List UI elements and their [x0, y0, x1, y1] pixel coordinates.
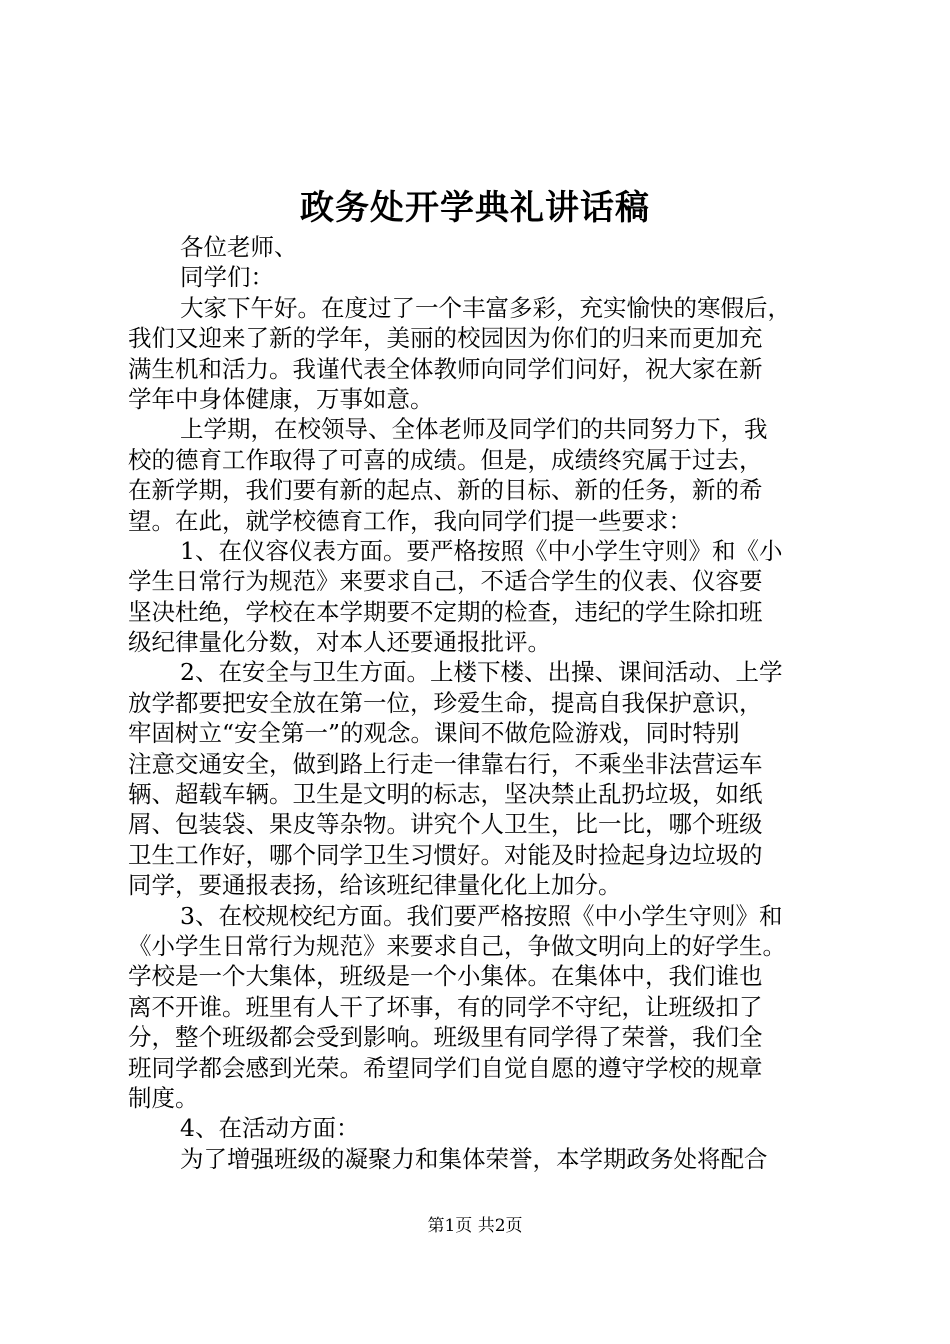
page-footer: 第1页 共2页	[427, 1216, 523, 1236]
text-line: 放学都要把安全放在第一位，珍爱生命，提高自我保护意识，	[128, 688, 763, 717]
text-line: 同学，要通报表扬，给该班纪律量化化上加分。	[128, 871, 622, 900]
text-line: 坚决杜绝，学校在本学期要不定期的检查，违纪的学生除扣班	[128, 597, 763, 626]
text-line: 同学们：	[180, 263, 274, 292]
text-line: 1、在仪容仪表方面。要严格按照《中小学生守则》和《小	[180, 536, 783, 565]
text-line: 在新学期，我们要有新的起点、新的目标、新的任务，新的希	[128, 476, 763, 505]
text-line: 学生日常行为规范》来要求自己，不适合学生的仪表、仪容要	[128, 567, 763, 596]
text-line: 分，整个班级都会受到影响。班级里有同学得了荣誉，我们全	[128, 1023, 763, 1052]
text-line: 为了增强班级的凝聚力和集体荣誉，本学期政务处将配合	[180, 1144, 768, 1173]
text-line: 各位老师、	[180, 233, 298, 261]
document-body	[128, 232, 838, 1174]
text-line: 屑、包装袋、果皮等杂物。讲究个人卫生，比一比，哪个班级	[128, 810, 763, 839]
text-line: 3、在校规校纪方面。我们要严格按照《中小学生守则》和	[180, 901, 783, 930]
text-line: 大家下午好。在度过了一个丰富多彩，充实愉快的寒假后，	[180, 293, 791, 322]
text-line: 级纪律量化分数，对本人还要通报批评。	[128, 628, 551, 657]
text-line: 班同学都会感到光荣。希望同学们自觉自愿的遵守学校的规章	[128, 1053, 763, 1082]
text-line: 我们又迎来了新的学年，美丽的校园因为你们的归来而更加充	[128, 324, 763, 353]
text-line: 《小学生日常行为规范》来要求自己，争做文明向上的好学生。	[128, 931, 786, 960]
text-line: 学年中身体健康，万事如意。	[128, 384, 434, 413]
text-line: 注意交通安全，做到路上行走一律靠右行，不乘坐非法营运车	[128, 749, 763, 778]
text-line: 离不开谁。班里有人干了坏事，有的同学不守纪，让班级扣了	[128, 992, 763, 1021]
text-line: 望。在此，就学校德育工作，我向同学们提一些要求：	[128, 506, 692, 535]
text-line: 辆、超载车辆。卫生是文明的标志，坚决禁止乱扔垃圾，如纸	[128, 780, 763, 809]
text-line: 制度。	[128, 1083, 199, 1112]
text-line: 学校是一个大集体，班级是一个小集体。在集体中，我们谁也	[128, 962, 763, 991]
text-line: 4、在活动方面：	[180, 1114, 360, 1143]
text-line: 2、在安全与卫生方面。上楼下楼、出操、课间活动、上学	[180, 658, 783, 687]
text-line: 满生机和活力。我谨代表全体教师向同学们问好，祝大家在新	[128, 354, 763, 383]
document-title: 政务处开学典礼讲话稿	[300, 188, 650, 228]
text-line: 上学期，在校领导、全体老师及同学们的共同努力下，我	[180, 415, 768, 444]
text-line: 牢固树立“安全第一”的观念。课间不做危险游戏，同时特别	[128, 719, 740, 748]
text-line: 校的德育工作取得了可喜的成绩。但是，成绩终究属于过去，	[128, 445, 763, 474]
text-line: 卫生工作好，哪个同学卫生习惯好。对能及时捡起身边垃圾的	[128, 840, 763, 869]
